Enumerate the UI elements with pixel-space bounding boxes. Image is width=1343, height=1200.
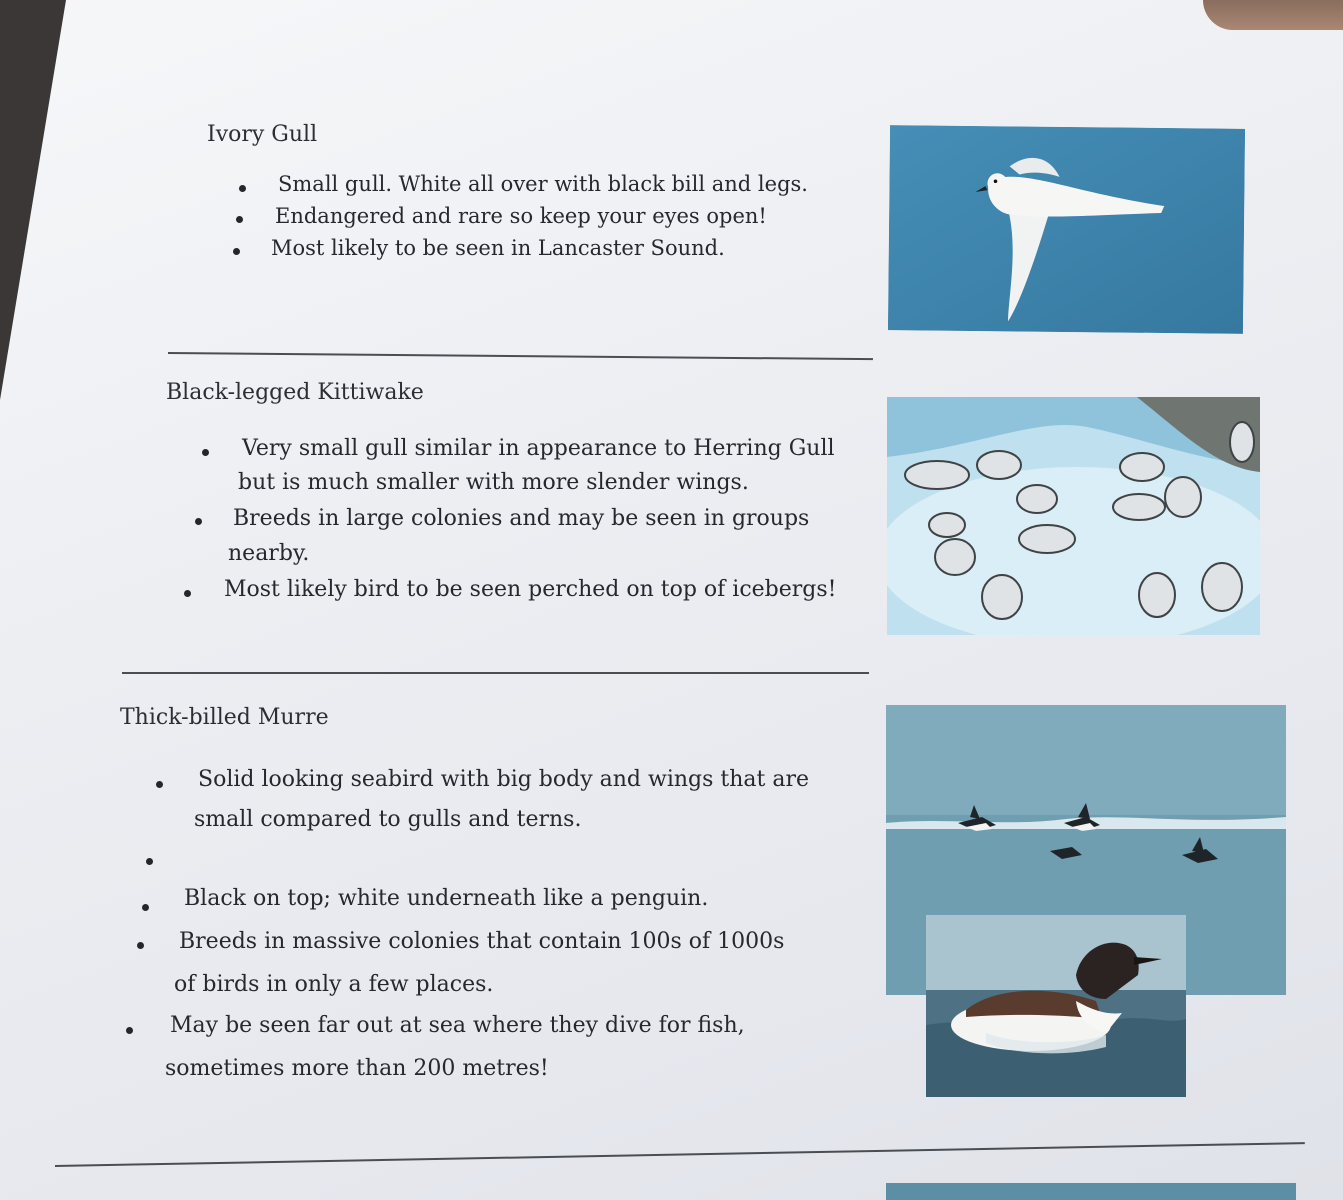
section-title: Ivory Gull	[207, 122, 318, 147]
bullet	[184, 590, 191, 597]
thumb-edge	[1203, 0, 1343, 30]
murre-closeup-photo	[926, 915, 1186, 1097]
bullet	[239, 185, 246, 192]
bullet	[195, 518, 202, 525]
bullet	[156, 781, 163, 788]
bullet	[137, 942, 144, 949]
section-title: Thick-billed Murre	[120, 705, 329, 730]
fact-text: of birds in only a few places.	[174, 972, 494, 997]
section-title: Black-legged Kittiwake	[166, 380, 424, 405]
fact-text: sometimes more than 200 metres!	[165, 1056, 549, 1081]
fact-text: Breeds in massive colonies that contain 100s of 1000s	[179, 929, 785, 954]
bullet	[142, 904, 149, 911]
fact-text: Solid looking seabird with big body and wings that are	[198, 767, 810, 792]
kittiwake-photo	[887, 397, 1260, 635]
bullet	[202, 449, 209, 456]
fact-text: small compared to gulls and terns.	[194, 807, 582, 832]
fact-text: Black on top; white underneath like a penguin.	[184, 886, 709, 911]
fact-text: Small gull. White all over with black bill and legs.	[278, 172, 808, 196]
ivory-gull-photo	[888, 125, 1245, 334]
fact-text: Endangered and rare so keep your eyes open!	[275, 204, 767, 228]
fact-text: May be seen far out at sea where they dive for fish,	[170, 1013, 745, 1038]
fact-text: but is much smaller with more slender wings.	[238, 470, 749, 495]
bullet	[146, 858, 153, 865]
fact-text: nearby.	[228, 541, 310, 566]
fact-text: Breeds in large colonies and may be seen in groups	[233, 506, 810, 531]
fact-text: Most likely to be seen in Lancaster Sound.	[271, 236, 725, 260]
bullet	[236, 216, 243, 223]
bullet	[233, 248, 240, 255]
fact-text: Very small gull similar in appearance to Herring Gull	[242, 436, 835, 461]
fact-text: Most likely bird to be seen perched on top of icebergs!	[224, 577, 837, 602]
divider	[122, 672, 869, 674]
bullet	[126, 1027, 133, 1034]
next-photo-edge	[886, 1183, 1296, 1200]
